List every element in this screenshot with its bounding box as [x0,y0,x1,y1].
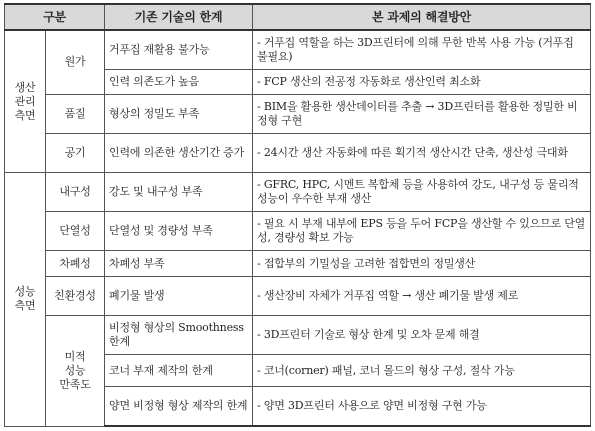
solution-cell: - 접합부의 기밀성을 고려한 접합면의 정밀생산 [253,251,591,276]
limit-cell: 차폐성 부족 [105,251,253,276]
group-label-production: 생산 관리 측면 [5,30,46,173]
table-row [5,134,591,173]
table-row [5,276,591,315]
solution-cell: - 24시간 생산 자동화에 따른 획기적 생산시간 단축, 생산성 극대화 [253,134,591,173]
limit-cell: 코너 부재 제작의 한계 [105,355,253,387]
limit-cell: 단열성 및 경량성 부족 [105,212,253,251]
solution-cell: - 양면 3D프린터 사용으로 양면 비정형 구현 가능 [253,387,591,426]
subgroup-label-schedule: 공기 [46,134,105,173]
solution-cell: - BIM을 활용한 생산데이터를 추출 → 3D프린터를 활용한 정밀한 비정형 구현 [253,94,591,133]
limit-cell: 형상의 정밀도 부족 [105,94,253,133]
header-category: 구분 [5,4,105,30]
table-row [5,315,591,354]
limit-cell: 인력 의존도가 높음 [105,69,253,94]
solution-cell: - FCP 생산의 전공정 자동화로 생산인력 최소화 [253,69,591,94]
solution-cell: - 생산장비 자체가 거푸집 역할 → 생산 폐기물 발생 제로 [253,276,591,315]
subgroup-label-eco: 친환경성 [46,276,105,315]
header-row [5,4,591,30]
table-body [5,30,591,426]
solution-cell: - 필요 시 부재 내부에 EPS 등을 두어 FCP을 생산할 수 있으므로 단열성, 경량성 확보 가능 [253,212,591,251]
limit-cell: 비정형 형상의 Smoothness 한계 [105,315,253,354]
limit-cell: 폐기물 발생 [105,276,253,315]
subgroup-label-insulation: 단열성 [46,212,105,251]
group-label-performance: 성능 측면 [5,173,46,426]
subgroup-label-aesthetic: 미적 성능 만족도 [46,315,105,426]
table-header [5,4,591,30]
header-limitation: 기존 기술의 한계 [105,4,253,30]
limit-cell: 강도 및 내구성 부족 [105,173,253,212]
subgroup-label-durability: 내구성 [46,173,105,212]
table-row [5,251,591,276]
table-row [5,173,591,212]
table-row [5,30,591,69]
table-row [5,212,591,251]
limit-cell: 양면 비정형 형상 제작의 한계 [105,387,253,426]
limit-cell: 거푸집 재활용 불가능 [105,30,253,69]
subgroup-label-quality: 품질 [46,94,105,133]
solution-cell: - 3D프린터 기술로 형상 한계 및 오차 문제 해결 [253,315,591,354]
limit-cell: 인력에 의존한 생산기간 증가 [105,134,253,173]
header-solution: 본 과제의 해결방안 [253,4,591,30]
solution-cell: - 거푸집 역할을 하는 3D프린터에 의해 무한 반복 사용 가능 (거푸집 불필요) [253,30,591,69]
table-row [5,94,591,133]
solution-cell: - GFRC, HPC, 시멘트 복합체 등을 사용하여 강도, 내구성 등 물리적 성능이 우수한 부재 생산 [253,173,591,212]
solution-cell: - 코너(corner) 패널, 코너 몰드의 형상 구성, 절삭 가능 [253,355,591,387]
comparison-table [4,3,591,427]
subgroup-label-shielding: 차폐성 [46,251,105,276]
subgroup-label-cost: 원가 [46,30,105,94]
